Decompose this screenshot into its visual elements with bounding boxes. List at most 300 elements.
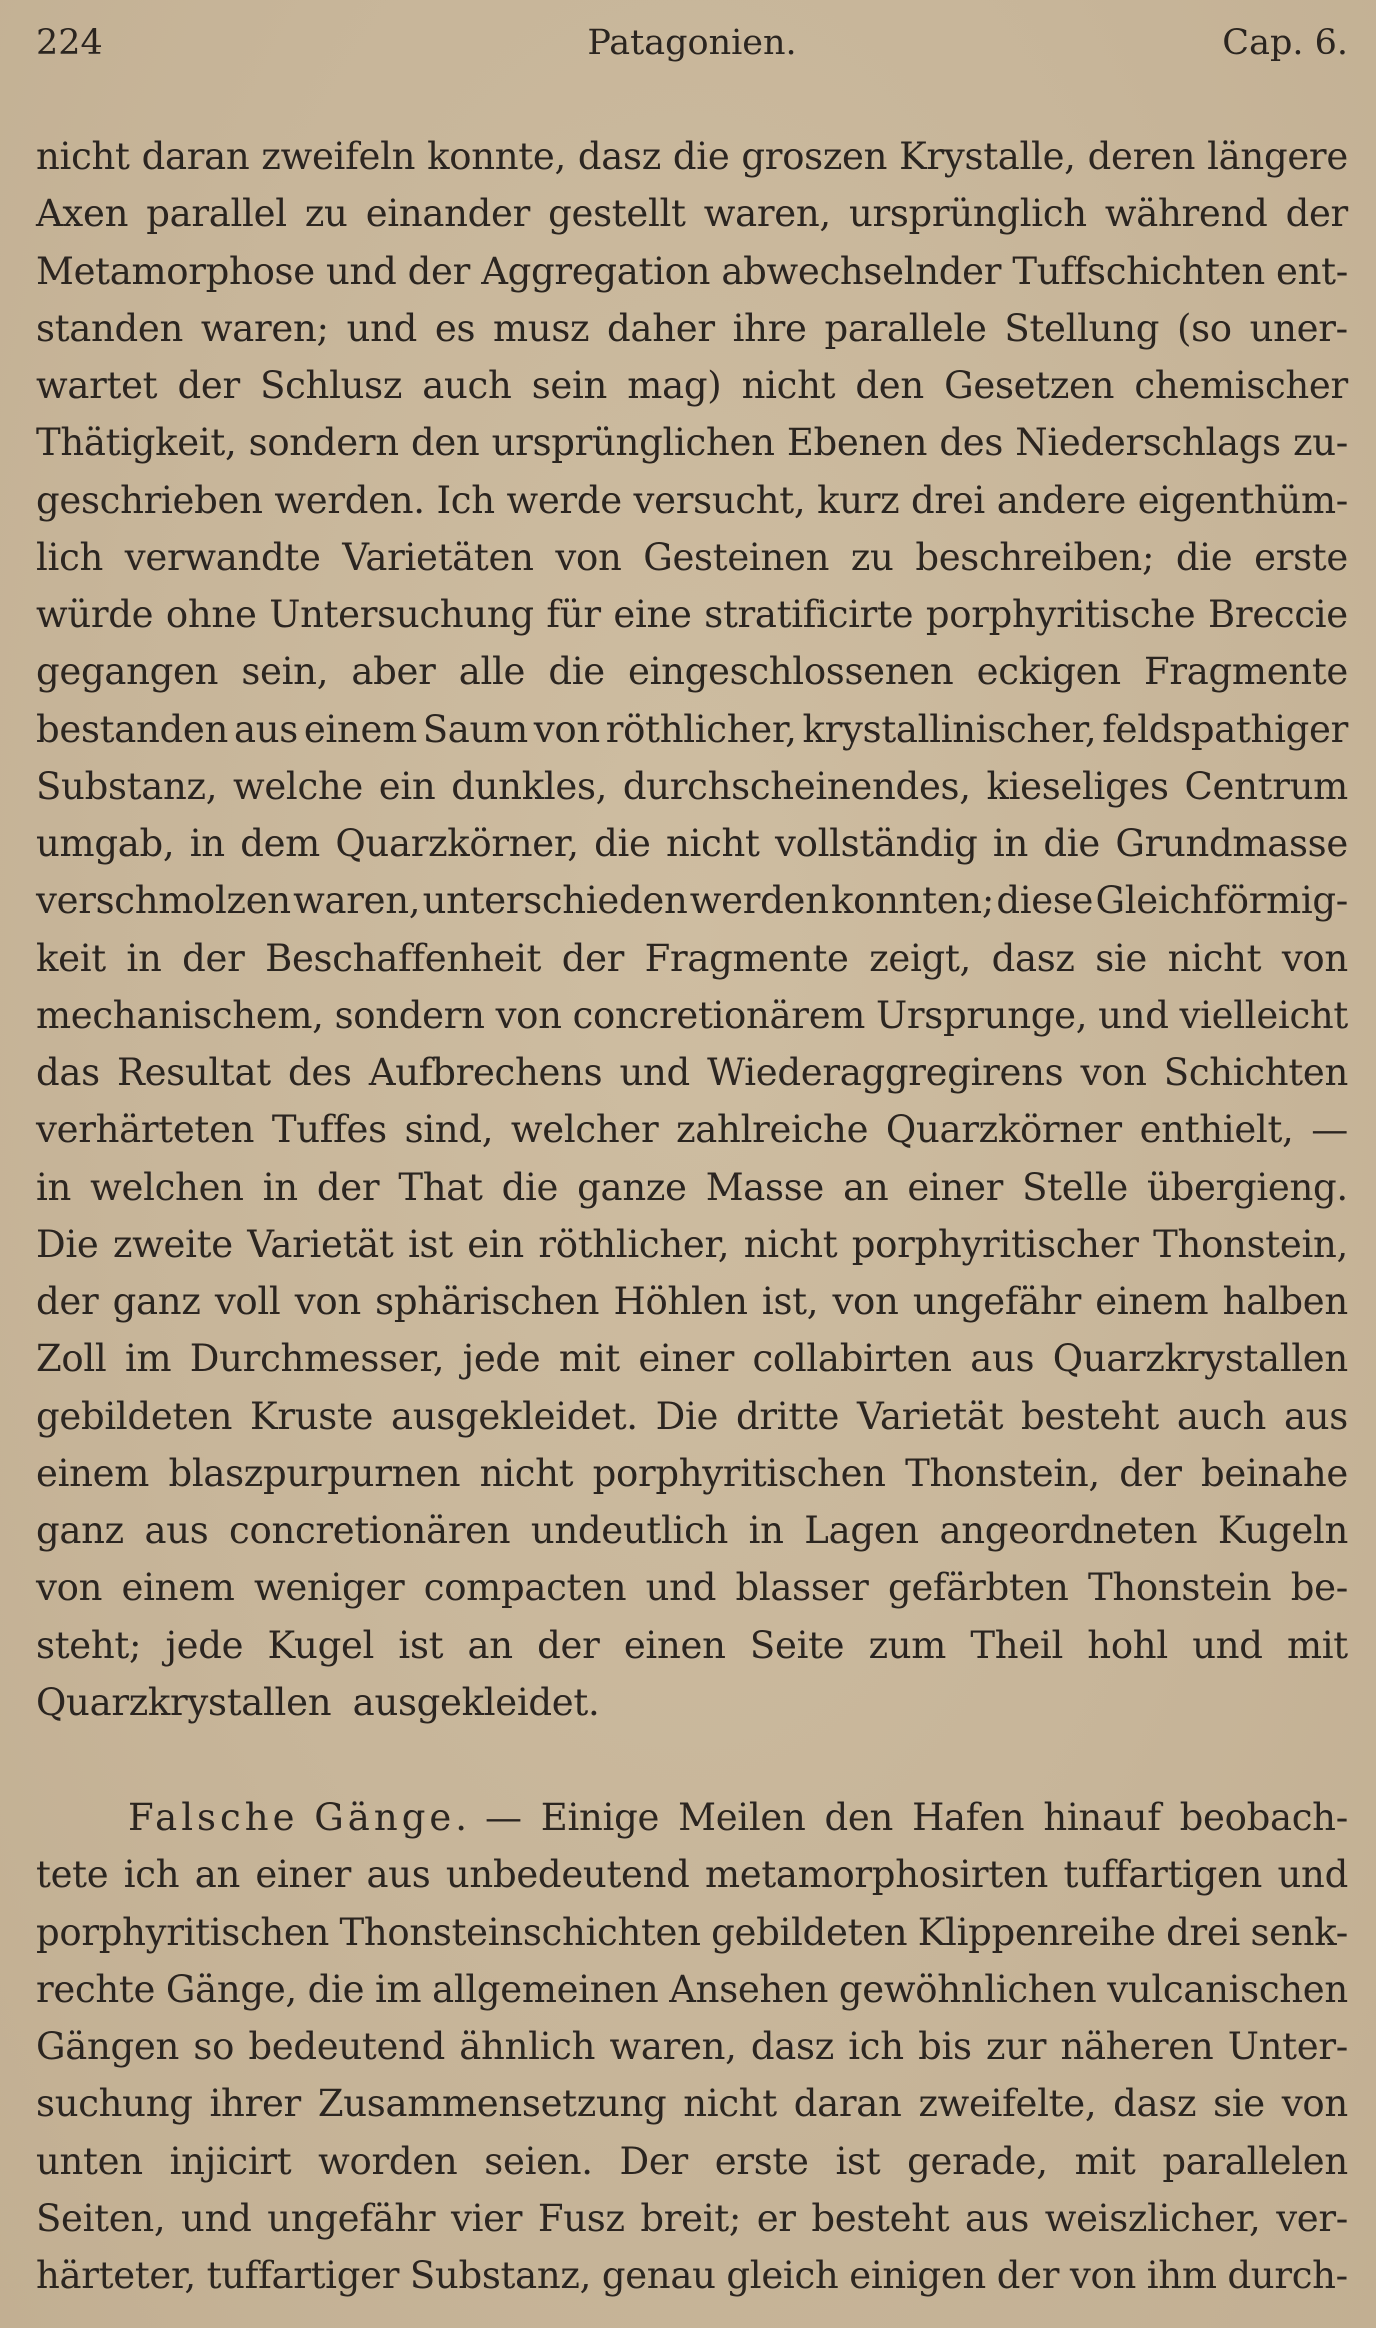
text-line <box>36 701 1348 758</box>
paragraph-concretionary-varieties <box>36 128 1348 1731</box>
word: aus <box>965 2196 1030 2240</box>
word: einander <box>365 192 531 236</box>
word: eingeschlossenen <box>628 650 954 694</box>
word: be- <box>1290 1566 1348 1610</box>
word: aus <box>1283 1394 1348 1438</box>
word: Klippenreihe <box>917 1910 1156 1954</box>
word: im <box>374 1967 422 2011</box>
word: mag) <box>627 364 722 407</box>
word: aus <box>970 1337 1035 1381</box>
word: zeigt, <box>869 936 971 980</box>
word: suchung <box>36 2082 193 2126</box>
word: ist, <box>761 1280 819 1323</box>
word: unten <box>36 2139 143 2183</box>
word: dasz <box>991 936 1075 980</box>
word: und <box>1192 1623 1263 1667</box>
word: der <box>316 1165 380 1209</box>
word: gestellt <box>548 192 686 236</box>
word: waren, <box>293 879 421 923</box>
word: aber <box>351 650 436 694</box>
word: zu <box>850 535 894 579</box>
word: Substanz, <box>36 764 218 808</box>
word: so <box>193 2025 235 2068</box>
word: zweifeln <box>261 135 416 178</box>
word: gefärbten <box>887 1566 1069 1610</box>
word: erste <box>714 2139 809 2183</box>
text-line <box>36 1961 1348 2018</box>
word: verschmolzen <box>36 879 291 923</box>
word: tuffartigen <box>1063 1853 1263 1897</box>
word: übergieng. <box>1147 1165 1348 1209</box>
word: keit <box>36 936 106 980</box>
word: Thonstein, <box>905 1451 1100 1495</box>
word: sein, <box>241 650 329 694</box>
paragraph-gap <box>36 1731 1348 1789</box>
word: bedeutend <box>248 2025 445 2068</box>
word: nicht <box>479 1451 574 1495</box>
word: besteht <box>811 2196 950 2240</box>
word: unterschieden <box>422 879 688 923</box>
word: härteter, <box>36 2254 196 2297</box>
text-line <box>36 1159 1348 1216</box>
word: das <box>36 1051 100 1094</box>
word: blasser <box>735 1566 869 1610</box>
word: dem <box>240 822 320 865</box>
word: Zusammensetzung <box>317 2082 667 2126</box>
word: Fusz <box>537 2196 625 2240</box>
word: im <box>124 1337 172 1381</box>
word: ursprünglich <box>848 192 1087 236</box>
word: Stelle <box>1022 1165 1128 1209</box>
word: bis <box>918 2025 972 2068</box>
word: durchscheinendes, <box>622 764 971 808</box>
word: ihm <box>1146 2254 1217 2297</box>
text-line <box>36 2133 1348 2190</box>
running-header <box>36 18 1348 68</box>
word: der <box>537 1623 600 1667</box>
word: röthlicher, <box>605 707 797 751</box>
word: gegangen <box>36 650 219 694</box>
word: beinahe <box>1201 1451 1348 1495</box>
word: ist <box>398 1623 444 1667</box>
word: Lagen <box>804 1509 919 1552</box>
word: Schichten <box>1163 1051 1348 1094</box>
word: sondern <box>334 993 485 1037</box>
word: mit <box>558 1337 620 1381</box>
word: nicht <box>36 135 130 178</box>
word: nicht <box>1167 936 1262 980</box>
word: Die <box>655 1394 719 1438</box>
word: mechanischem, <box>36 993 324 1037</box>
word: Thonstein <box>1087 1566 1272 1610</box>
text-line <box>36 1273 1348 1330</box>
word: daher <box>607 306 715 350</box>
word: ausgekleidet. <box>391 1394 638 1438</box>
text-line <box>36 2075 1348 2132</box>
word: ganz <box>36 1509 124 1552</box>
word: jede <box>165 1623 244 1667</box>
word: Aufbrechens <box>368 1051 603 1094</box>
word: der <box>182 936 245 980</box>
word: Masse <box>705 1165 825 1209</box>
word: in <box>992 822 1028 865</box>
word: Quarzkörner <box>885 1108 1122 1152</box>
word: an <box>467 1623 513 1667</box>
word: injicirt <box>169 2139 292 2183</box>
word: eigenthüm- <box>1137 478 1348 522</box>
word: zahlreiche <box>676 1108 869 1152</box>
word: den <box>824 1796 894 1839</box>
word: porphyritische <box>925 593 1196 636</box>
word: der <box>407 249 471 293</box>
word: enthielt, <box>1139 1108 1294 1152</box>
word: worden <box>318 2139 458 2183</box>
word: parallele <box>824 306 987 350</box>
word: Die <box>36 1222 99 1266</box>
word: steht; <box>36 1623 142 1667</box>
word: concretionären <box>229 1509 511 1552</box>
word: für <box>546 593 601 636</box>
word: rechte <box>36 1967 156 2011</box>
text-line <box>36 1904 1348 1961</box>
word: dunkles, <box>451 764 608 808</box>
word: aus <box>366 1853 431 1897</box>
word: des <box>939 421 1004 465</box>
text-line: Quarzkrystallen ausgekleidet. <box>36 1680 600 1724</box>
word: die <box>307 1967 365 2011</box>
word: ganze <box>577 1165 687 1209</box>
word: der <box>996 2254 1060 2297</box>
word: daran <box>141 135 250 178</box>
word: geschrieben <box>36 478 263 522</box>
word: eine <box>613 593 692 636</box>
word: hinauf <box>1043 1796 1161 1839</box>
text-line <box>36 1559 1348 1616</box>
word: Theil <box>970 1623 1063 1667</box>
word: von <box>832 1280 899 1323</box>
text-line <box>36 1101 1348 1158</box>
word: uner- <box>1249 306 1348 350</box>
text-line <box>36 1617 1348 1674</box>
word: Meilen <box>678 1796 806 1839</box>
word: und <box>619 1051 690 1094</box>
word: Substanz, <box>409 2254 592 2297</box>
word: gerade, <box>907 2139 1048 2183</box>
running-title: Patagonien. <box>587 23 797 63</box>
word: ungefähr <box>912 1280 1081 1323</box>
word: die <box>548 650 605 694</box>
word: angeordneten <box>939 1509 1198 1552</box>
word: in <box>126 936 162 980</box>
word: er <box>756 2196 796 2240</box>
paragraph-false-dikes <box>36 1789 1348 2304</box>
word: konnten; <box>830 879 995 923</box>
word: Grundmasse <box>1115 822 1348 865</box>
text-line <box>36 2190 1348 2247</box>
word: porphyritischen <box>592 1451 886 1495</box>
word: zu- <box>1293 421 1348 465</box>
word: unbedeutend <box>445 1853 690 1897</box>
word: Ursprunge, <box>876 993 1088 1037</box>
word: ganz <box>112 1280 201 1323</box>
word: an <box>194 1853 240 1897</box>
word: nicht <box>666 822 760 865</box>
word: Einige <box>540 1796 660 1839</box>
word: dasz <box>577 135 661 178</box>
word: Tuffes <box>271 1108 387 1152</box>
word: konnte, <box>427 135 566 178</box>
word: während <box>1104 192 1268 236</box>
word: voll <box>214 1280 281 1323</box>
word: gebildeten <box>711 1910 908 1954</box>
word: stratificirte <box>704 593 914 636</box>
word: musz <box>493 306 590 350</box>
word: Krystalle, <box>899 135 1076 178</box>
word: der <box>561 936 625 980</box>
text-line <box>36 529 1348 586</box>
word: es <box>434 306 476 350</box>
word: genau <box>601 2254 716 2297</box>
word: lich <box>36 535 104 579</box>
word: von <box>555 535 622 579</box>
word: eckigen <box>976 650 1121 694</box>
word: sphärischen <box>375 1280 600 1323</box>
word: bestanden <box>36 707 229 751</box>
word: Tuffschichten <box>1012 249 1265 293</box>
word: welchen <box>90 1165 244 1209</box>
word: Metamorphose <box>36 249 315 293</box>
word: und <box>1098 993 1169 1037</box>
word: Gleichförmig- <box>1095 879 1348 923</box>
word: groszen <box>741 135 888 178</box>
word: tuffartiger <box>206 2254 400 2297</box>
word: sind, <box>404 1108 494 1152</box>
word: hohl <box>1087 1623 1168 1667</box>
book-page <box>36 18 1348 2304</box>
text-line <box>36 300 1348 357</box>
word: aus <box>233 707 298 751</box>
word: röthlicher, <box>538 1222 730 1266</box>
word: in <box>36 1165 72 1209</box>
text-line <box>36 414 1348 471</box>
word: (so <box>1176 306 1232 350</box>
word: That <box>398 1165 483 1209</box>
word: die <box>672 135 730 178</box>
word: deren <box>1087 135 1196 178</box>
word: zweifelte, <box>918 2082 1097 2126</box>
word: ver- <box>1276 2196 1348 2240</box>
text-line <box>36 758 1348 815</box>
word: — <box>1311 1108 1348 1152</box>
text-line <box>36 1330 1348 1387</box>
word: beschreiben; <box>915 535 1155 579</box>
word: Varietät <box>856 1394 1004 1438</box>
word: wartet <box>36 364 158 407</box>
word: umgab, <box>36 822 175 865</box>
text-line <box>36 243 1348 300</box>
word: blaszpurpurnen <box>168 1451 461 1495</box>
word: porphyritischer <box>851 1222 1139 1266</box>
word: von <box>1281 936 1348 980</box>
word: Schlusz <box>260 364 403 407</box>
word: Gänge, <box>165 1967 297 2011</box>
word: auch <box>422 364 512 407</box>
word: ein <box>378 764 436 808</box>
word: der <box>1119 1451 1182 1495</box>
word: allgemeinen <box>432 1967 659 2011</box>
word: beobach- <box>1179 1796 1348 1839</box>
word: ihre <box>732 306 807 350</box>
word: aus <box>144 1509 209 1552</box>
text-line <box>36 1044 1348 1101</box>
word: Unter- <box>1227 2025 1348 2068</box>
word: in <box>189 822 225 865</box>
word: Thätigkeit, <box>36 421 237 465</box>
word: sondern <box>248 421 399 465</box>
word: zum <box>868 1623 947 1667</box>
word: Hafen <box>912 1796 1025 1839</box>
word: ohne <box>165 593 257 636</box>
word: werden <box>689 879 829 923</box>
word: sein <box>531 364 608 407</box>
word: Resultat <box>117 1051 271 1094</box>
word: gewöhnlichen <box>838 1967 1097 2011</box>
word: werden. <box>274 478 425 522</box>
word: ursprünglichen <box>491 421 775 465</box>
text-line <box>36 872 1348 929</box>
word: sie <box>1213 2082 1265 2126</box>
text-line <box>36 357 1348 414</box>
word: jede <box>462 1337 541 1381</box>
word: einem <box>303 707 417 751</box>
text-line <box>36 930 1348 987</box>
word: in <box>748 1509 784 1552</box>
word: von <box>36 1566 103 1610</box>
line-text <box>485 1789 1348 1846</box>
text-line <box>36 185 1348 242</box>
word: mit <box>1286 1623 1348 1667</box>
word: einigen <box>849 2254 986 2297</box>
word: die <box>594 822 651 865</box>
word: einem <box>1095 1280 1209 1323</box>
word: längere <box>1207 135 1348 178</box>
word: breit; <box>640 2196 741 2240</box>
word: nicht <box>741 364 836 407</box>
text-line <box>36 1502 1348 1559</box>
word: und <box>326 249 397 293</box>
word: kurz <box>817 478 900 522</box>
word: kieseliges <box>986 764 1169 808</box>
word: parallelen <box>1162 2139 1348 2183</box>
word: vollständig <box>775 822 978 865</box>
word: den <box>855 364 924 407</box>
word: die <box>501 1165 559 1209</box>
word: ich <box>848 2025 904 2068</box>
word: welche <box>232 764 364 808</box>
word: in <box>262 1165 298 1209</box>
word: chemischer <box>1134 364 1348 407</box>
word: Saum <box>422 707 528 751</box>
word: Durchmesser, <box>189 1337 445 1381</box>
word: — <box>485 1796 522 1839</box>
word: einer <box>255 1853 352 1897</box>
word: Seite <box>749 1623 845 1667</box>
word: Wiederaggregirens <box>707 1051 1064 1094</box>
word: welcher <box>510 1108 659 1152</box>
word: werde <box>506 478 622 522</box>
page-body <box>36 128 1348 2304</box>
word: Thonstein, <box>1153 1222 1348 1266</box>
word: des <box>288 1051 352 1094</box>
text-line <box>36 815 1348 872</box>
word: den <box>410 421 480 465</box>
word: compacten <box>423 1566 627 1610</box>
word: einer <box>907 1165 1004 1209</box>
word: von <box>533 707 600 751</box>
word: Ansehen <box>669 1967 829 2011</box>
word: Kruste <box>250 1394 374 1438</box>
text-line <box>36 2018 1348 2075</box>
word: Ich <box>436 478 495 522</box>
word: Untersuchung <box>269 593 534 636</box>
word: und <box>181 2196 252 2240</box>
word: der <box>177 364 240 407</box>
word: mit <box>1074 2139 1136 2183</box>
word: Kugel <box>267 1623 375 1667</box>
word: ich <box>123 1853 180 1897</box>
text-line <box>36 1789 1348 1846</box>
text-line <box>36 1445 1348 1502</box>
word: Axen <box>36 192 129 236</box>
word: abwechselnder <box>721 249 1002 293</box>
word: zweite <box>112 1222 233 1266</box>
word: Fragmente <box>644 936 849 980</box>
word: waren, <box>609 2025 737 2068</box>
word: gleich <box>726 2254 839 2297</box>
word: alle <box>458 650 526 694</box>
word: zu <box>304 192 348 236</box>
word: daran <box>793 2082 902 2126</box>
word: dritte <box>736 1394 840 1438</box>
word: Seiten, <box>36 2196 166 2240</box>
word: krystallinischer, <box>802 707 1097 751</box>
word: parallel <box>146 192 287 236</box>
word: sie <box>1095 936 1148 980</box>
word: verwandte <box>124 535 321 579</box>
word: von <box>495 993 562 1037</box>
word: die <box>1043 822 1100 865</box>
word: halben <box>1222 1280 1348 1323</box>
word: einem <box>36 1451 150 1495</box>
word: näheren <box>1060 2025 1214 2068</box>
word: Stellung <box>1004 306 1160 350</box>
word: senk- <box>1250 1910 1348 1954</box>
word: würde <box>36 593 154 636</box>
word: Gängen <box>36 2025 180 2068</box>
word: waren, <box>703 192 831 236</box>
word: Ebenen <box>786 421 928 465</box>
word: und <box>346 306 418 350</box>
word: drei <box>911 478 985 522</box>
word: von <box>294 1280 361 1323</box>
word: diese <box>996 879 1094 923</box>
word: Fragmente <box>1144 650 1348 694</box>
word: Varietäten <box>342 535 534 579</box>
word: Niederschlags <box>1015 421 1281 465</box>
word: von <box>1281 2082 1348 2126</box>
text-line <box>36 128 1348 185</box>
word: die <box>1175 535 1233 579</box>
